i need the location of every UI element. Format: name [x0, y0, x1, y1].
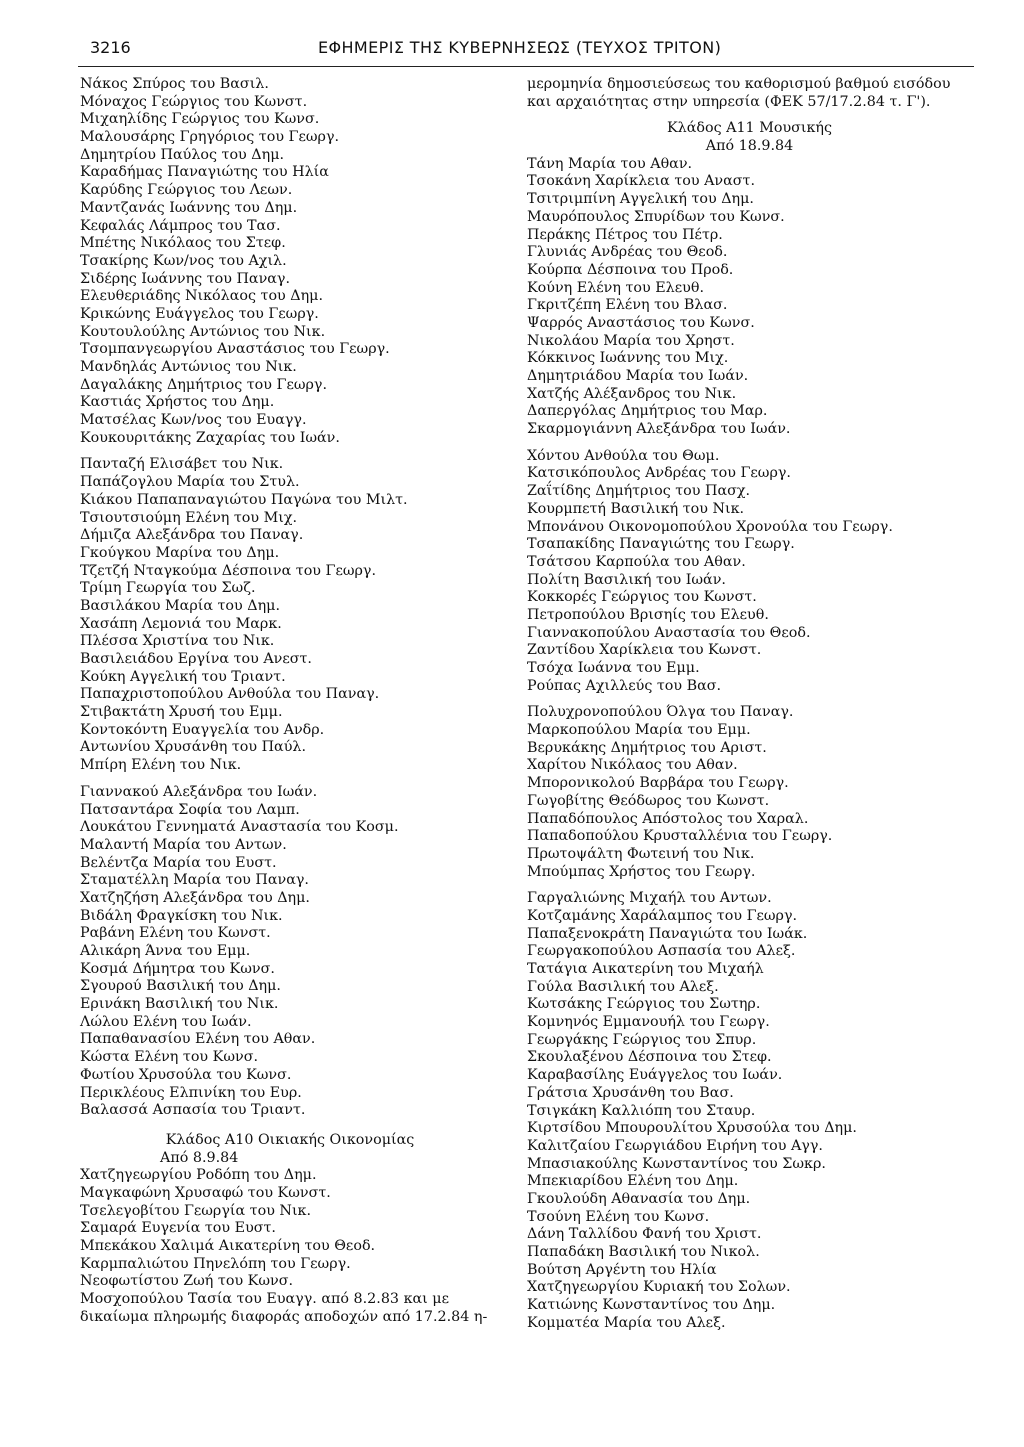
- list-item: Χατζηζήση Αλεξάνδρα του Δημ.: [80, 889, 310, 906]
- list-item: Ελευθεριάδης Νικόλαος του Δημ.: [80, 288, 324, 305]
- list-item: Δαγαλάκης Δημήτριος του Γεωργ.: [80, 376, 328, 393]
- list-item: Γωγοβίτης Θεόδωρος του Κωνστ.: [527, 792, 770, 809]
- list-item: και αρχαιότητας στην υπηρεσία (ΦΕΚ 57/17.2.84 τ. Γ').: [527, 93, 931, 110]
- list-item: Τρίμη Γεωργία του Σωζ.: [80, 580, 256, 597]
- list-item: Πετροπούλου Βρισηίς του Ελευθ.: [527, 606, 769, 623]
- section-heading: Από 18.9.84: [705, 138, 794, 155]
- list-item: Κατσικόπουλος Ανδρέας του Γεωργ.: [527, 465, 791, 482]
- list-item: Κιάκου Παπαπαναγιώτου Παγώνα του Μιλτ.: [80, 491, 408, 508]
- page-header: [78, 38, 974, 64]
- list-item: Καραβασίλης Ευάγγελος του Ιωάν.: [527, 1067, 783, 1084]
- section-gap: [527, 881, 972, 890]
- section-heading: Κλάδος Α10 Οικιακής Οικονομίας: [165, 1131, 415, 1148]
- page-number: 3216: [90, 38, 131, 57]
- list-item: Τσιτριμπίνη Αγγελική του Δημ.: [527, 191, 754, 208]
- list-item: Παπαξενοκράτη Παναγιώτα του Ιωάκ.: [527, 925, 808, 942]
- list-item: Περικλέους Ελπινίκη του Ευρ.: [80, 1084, 302, 1101]
- list-item: Παπαδάκη Βασιλική του Νικολ.: [527, 1244, 760, 1260]
- list-item: Βιδάλη Φραγκίσκη του Νικ.: [80, 907, 283, 924]
- right-column: [527, 76, 972, 1332]
- list-item: Χαρίτου Νικόλαος του Αθαν.: [527, 757, 738, 774]
- list-item: Περάκης Πέτρος του Πέτρ.: [527, 226, 723, 243]
- list-item: Τσοκάνη Χαρίκλεια του Αναστ.: [527, 173, 755, 190]
- section-heading: Από 8.9.84: [160, 1149, 239, 1166]
- list-item: Βασιλάκου Μαρία του Δημ.: [80, 597, 281, 614]
- list-item: Λουκάτου Γεννηματά Αναστασία του Κοσμ.: [80, 819, 399, 836]
- list-item: Κομνηνός Εμμανουήλ του Γεωργ.: [527, 1014, 770, 1031]
- list-item: Δημητριάδου Μαρία του Ιωάν.: [527, 368, 749, 384]
- list-item: Μαντζανάς Ιωάννης του Δημ.: [80, 199, 298, 216]
- list-item: Κεφαλάς Λάμπρος του Τασ.: [80, 217, 281, 234]
- list-item: Βαλασσά Ασπασία του Τριαντ.: [80, 1102, 306, 1119]
- list-item: Μιχαηλίδης Γεώργιος του Κωνσ.: [80, 111, 320, 128]
- list-item: Παπαθανασίου Ελένη του Αθαν.: [80, 1031, 316, 1048]
- section-gap: [80, 447, 500, 456]
- section-heading: Κλάδος Α11 Μουσικής: [666, 120, 833, 137]
- list-item: Μαρκοπούλου Μαρία του Εμμ.: [527, 722, 751, 739]
- list-item: Σγουρού Βασιλική του Δημ.: [80, 978, 281, 995]
- list-item: Κοσμά Δήμητρα του Κωνσ.: [80, 960, 275, 977]
- header-rule: [78, 66, 974, 67]
- list-item: Αντωνίου Χρυσάνθη του Παύλ.: [80, 739, 306, 756]
- list-item: Τατάγια Αικατερίνη του Μιχαήλ: [527, 961, 764, 977]
- list-item: Μόναχος Γεώργιος του Κωνστ.: [80, 93, 308, 110]
- list-item: Νεοφωτίστου Ζωή του Κωνσ.: [80, 1273, 294, 1290]
- list-item: Δάνη Ταλλίδου Φανή του Χριστ.: [527, 1226, 762, 1243]
- list-item: Κατιώνης Κωνσταντίνος του Δημ.: [527, 1297, 776, 1314]
- list-item: Γεωργάκης Γεώργιος του Σπυρ.: [527, 1031, 757, 1048]
- list-item: Μπεκιαρίδου Ελένη του Δημ.: [527, 1173, 739, 1190]
- list-item: Καρμπαλιώτου Πηνελόπη του Γεωργ.: [80, 1255, 351, 1272]
- list-item: Τσούνη Ελένη του Κωνσ.: [527, 1208, 710, 1225]
- list-item: Τζετζή Νταγκούμα Δέσποινα του Γεωργ.: [80, 562, 377, 579]
- list-item: Γράτσια Χρυσάνθη του Βασ.: [527, 1084, 734, 1101]
- list-item: Μπονάνου Οικονομοπούλου Χρονούλα του Γεωργ.: [527, 518, 893, 535]
- list-item: Κοντοκόντη Ευαγγελία του Ανδρ.: [80, 721, 325, 738]
- list-item: Ραβάνη Ελένη του Κωνστ.: [80, 925, 271, 942]
- list-item: Καστιάς Χρήστος του Δημ.: [80, 394, 275, 411]
- list-item: Κουτουλούλης Αντώνιος του Νικ.: [80, 323, 326, 340]
- list-item: Κοτζαμάνης Χαράλαμπος του Γεωργ.: [527, 907, 798, 924]
- list-item: Δαπεργόλας Δημήτριος του Μαρ.: [527, 403, 768, 420]
- list-item: Σιδέρης Ιωάννης του Παναγ.: [80, 270, 291, 287]
- gazette-title: ΕΦΗΜΕΡΙΣ ΤΗΣ ΚΥΒΕΡΝΗΣΕΩΣ (ΤΕΥΧΟΣ ΤΡΙΤΟΝ): [318, 38, 722, 57]
- list-item: Μαλουσάρης Γρηγόριος του Γεωργ.: [80, 129, 340, 146]
- list-item: Χατζής Αλέξανδρος του Νικ.: [527, 385, 737, 402]
- list-item: Τσιουτσιούμη Ελένη του Μιχ.: [80, 509, 298, 526]
- list-item: Χατζηγεωργίου Ροδόπη του Δημ.: [80, 1167, 317, 1184]
- list-item: Λώλου Ελένη του Ιωάν.: [80, 1013, 252, 1030]
- list-item: Μανδηλάς Αντώνιος του Νικ.: [80, 359, 297, 375]
- list-item: Χατζηγεωργίου Κυριακή του Σολων.: [527, 1279, 791, 1296]
- list-item: Κοκκορές Γεώργιος του Κωνστ.: [527, 589, 757, 606]
- list-item: Αλικάρη Άννα του Εμμ.: [80, 943, 251, 959]
- list-item: Ρούπας Αχιλλεύς του Βασ.: [527, 677, 722, 694]
- list-item: Γούλα Βασιλική του Αλεξ.: [527, 978, 719, 995]
- list-item: Βούτση Αργέντη του Ηλία: [527, 1261, 717, 1278]
- list-item: Κουρμπετή Βασιλική του Νικ.: [527, 500, 745, 517]
- list-item: Χόντου Ανθούλα του Θωμ.: [527, 447, 720, 464]
- list-item: Γκούγκου Μαρίνα του Δημ.: [80, 544, 280, 561]
- list-item: Μοσχοπούλου Τασία του Ευαγγ. από 8.2.83 και με: [80, 1291, 450, 1308]
- list-item: Τσόχα Ιωάννα του Εμμ.: [527, 660, 700, 676]
- list-item: Ψαρρός Αναστάσιος του Κωνσ.: [527, 314, 755, 331]
- list-item: Βερυκάκης Δημήτριος του Αριστ.: [527, 739, 767, 756]
- list-item: Νικολάου Μαρία του Χρηστ.: [527, 332, 735, 349]
- list-item: Παπάζογλου Μαρία του Στυλ.: [80, 474, 300, 491]
- list-item: Ζαΐτίδης Δημήτριος του Πασχ.: [527, 483, 751, 500]
- list-item: Καραδήμας Παναγιώτης του Ηλία: [80, 164, 329, 181]
- section-gap: [80, 775, 500, 784]
- list-item: Καρύδης Γεώργιος του Λεων.: [80, 182, 293, 199]
- list-item: Κωτσάκης Γεώργιος του Σωτηρ.: [527, 996, 761, 1013]
- list-item: Τάνη Μαρία του Αθαν.: [527, 155, 693, 172]
- list-item: Νάκος Σπύρος του Βασιλ.: [80, 76, 269, 92]
- list-item: δικαίωμα πληρωμής διαφοράς αποδοχών από 17.2.84 η-: [80, 1308, 488, 1325]
- list-item: Καλιτζαίου Γεωργιάδου Ειρήνη του Αγγ.: [527, 1137, 823, 1154]
- list-item: Ματσέλας Κων/νος του Ευαγγ.: [80, 412, 307, 429]
- list-item: Παπαδόπουλος Απόστολος του Χαραλ.: [527, 810, 809, 827]
- list-item: Κούνη Ελένη του Ελευθ.: [527, 279, 704, 296]
- list-item: Φωτίου Χρυσούλα του Κωνσ.: [80, 1066, 292, 1083]
- list-item: μερομηνία δημοσιεύσεως του καθορισμού βαθμού εισόδου: [527, 76, 951, 92]
- list-item: Μπασιακούλης Κωνσταντίνος του Σωκρ.: [527, 1155, 826, 1172]
- list-item: Πλέσσα Χριστίνα του Νικ.: [80, 633, 275, 650]
- section-gap: [527, 695, 972, 704]
- list-item: Μπεκάκου Χαλιμά Αικατερίνη του Θεοδ.: [80, 1238, 376, 1254]
- list-item: Γαργαλιώνης Μιχαήλ του Αντων.: [527, 890, 772, 907]
- list-item: Μπίρη Ελένη του Νικ.: [80, 757, 242, 774]
- list-item: Μπούμπας Χρήστος του Γεωργ.: [527, 863, 756, 880]
- list-item: Τσάτσου Καρπούλα του Αθαν.: [527, 553, 746, 570]
- list-item: Ζαντίδου Χαρίκλεια του Κωνστ.: [527, 642, 762, 659]
- section-gap: [80, 1120, 500, 1132]
- list-item: Βασιλειάδου Εργίνα του Ανεστ.: [80, 651, 312, 667]
- list-item: Σκουλαξένου Δέσποινα του Στεφ.: [527, 1049, 772, 1066]
- list-item: Δημητρίου Παύλος του Δημ.: [80, 146, 285, 163]
- list-item: Σκαρμογιάννη Αλεξάνδρα του Ιωάν.: [527, 421, 791, 438]
- list-item: Τσαπακίδης Παναγιώτης του Γεωργ.: [527, 536, 795, 553]
- list-item: Τσακίρης Κων/νος του Αχιλ.: [80, 252, 287, 269]
- list-item: Παπαχριστοπούλου Ανθούλα του Παναγ.: [80, 686, 380, 703]
- list-item: Μαγκαφώνη Χρυσαφώ του Κωνστ.: [80, 1184, 331, 1201]
- list-item: Μπέτης Νικόλαος του Στεφ.: [80, 235, 286, 252]
- list-item: Σαμαρά Ευγενία του Ευστ.: [80, 1220, 276, 1237]
- list-item: Γιαννακοπούλου Αναστασία του Θεοδ.: [527, 624, 811, 641]
- list-item: Κρικώνης Ευάγγελος του Γεωργ.: [80, 305, 319, 322]
- list-item: Πατσαντάρα Σοφία του Λαμπ.: [80, 801, 300, 818]
- list-item: Παπαδοπούλου Κρυσταλλένια του Γεωργ.: [527, 828, 833, 845]
- list-item: Γκουλούδη Αθανασία του Δημ.: [527, 1190, 751, 1207]
- list-item: Κώστα Ελένη του Κωνσ.: [80, 1049, 258, 1066]
- list-item: Μαυρόπουλος Σπυρίδων του Κωνσ.: [527, 208, 785, 225]
- list-item: Κουκουριτάκης Ζαχαρίας του Ιωάν.: [80, 429, 340, 446]
- list-item: Γκριτζέπη Ελένη του Βλασ.: [527, 297, 728, 314]
- list-item: Γεωργακοπούλου Ασπασία του Αλεξ.: [527, 943, 796, 960]
- list-item: Κόκκινος Ιωάννης του Μιχ.: [527, 350, 729, 367]
- list-item: Μαλαντή Μαρία του Αντων.: [80, 836, 287, 853]
- list-item: Πρωτοψάλτη Φωτεινή του Νικ.: [527, 845, 755, 862]
- list-item: Πανταζή Ελισάβετ του Νικ.: [80, 456, 284, 473]
- section-gap: [527, 111, 972, 120]
- list-item: Σταματέλλη Μαρία του Παναγ.: [80, 872, 309, 889]
- list-item: Στιβακτάτη Χρυσή του Εμμ.: [80, 704, 283, 721]
- list-item: Τσελεγοβίτου Γεωργία του Νικ.: [80, 1202, 312, 1219]
- list-item: Πολυχρονοπούλου Όλγα του Παναγ.: [527, 704, 794, 721]
- list-item: Τσομπανγεωργίου Αναστάσιος του Γεωργ.: [80, 341, 390, 358]
- list-item: Γλυνιάς Ανδρέας του Θεοδ.: [527, 244, 728, 261]
- list-item: Χασάπη Λεμονιά του Μαρκ.: [80, 615, 282, 632]
- list-item: Γιαννακού Αλεξάνδρα του Ιωάν.: [80, 783, 318, 800]
- list-item: Κομματέα Μαρία του Αλεξ.: [527, 1314, 726, 1331]
- list-item: Κούρπα Δέσποινα του Προδ.: [527, 261, 734, 278]
- left-column: [80, 76, 500, 1326]
- list-item: Κιρτσίδου Μπουρουλίτου Χρυσούλα του Δημ.: [527, 1120, 857, 1137]
- list-item: Δήμιζα Αλεξάνδρα του Παναγ.: [80, 527, 304, 544]
- section-gap: [527, 439, 972, 448]
- list-item: Ερινάκη Βασιλική του Νικ.: [80, 996, 279, 1013]
- list-item: Κούκη Αγγελική του Τριαντ.: [80, 668, 286, 685]
- list-item: Μπορονικολού Βαρβάρα του Γεωργ.: [527, 775, 789, 792]
- list-item: Πολίτη Βασιλική του Ιωάν.: [527, 571, 726, 588]
- list-item: Τσιγκάκη Καλλιόπη του Σταυρ.: [527, 1102, 756, 1119]
- list-item: Βελέντζα Μαρία του Ευστ.: [80, 854, 277, 871]
